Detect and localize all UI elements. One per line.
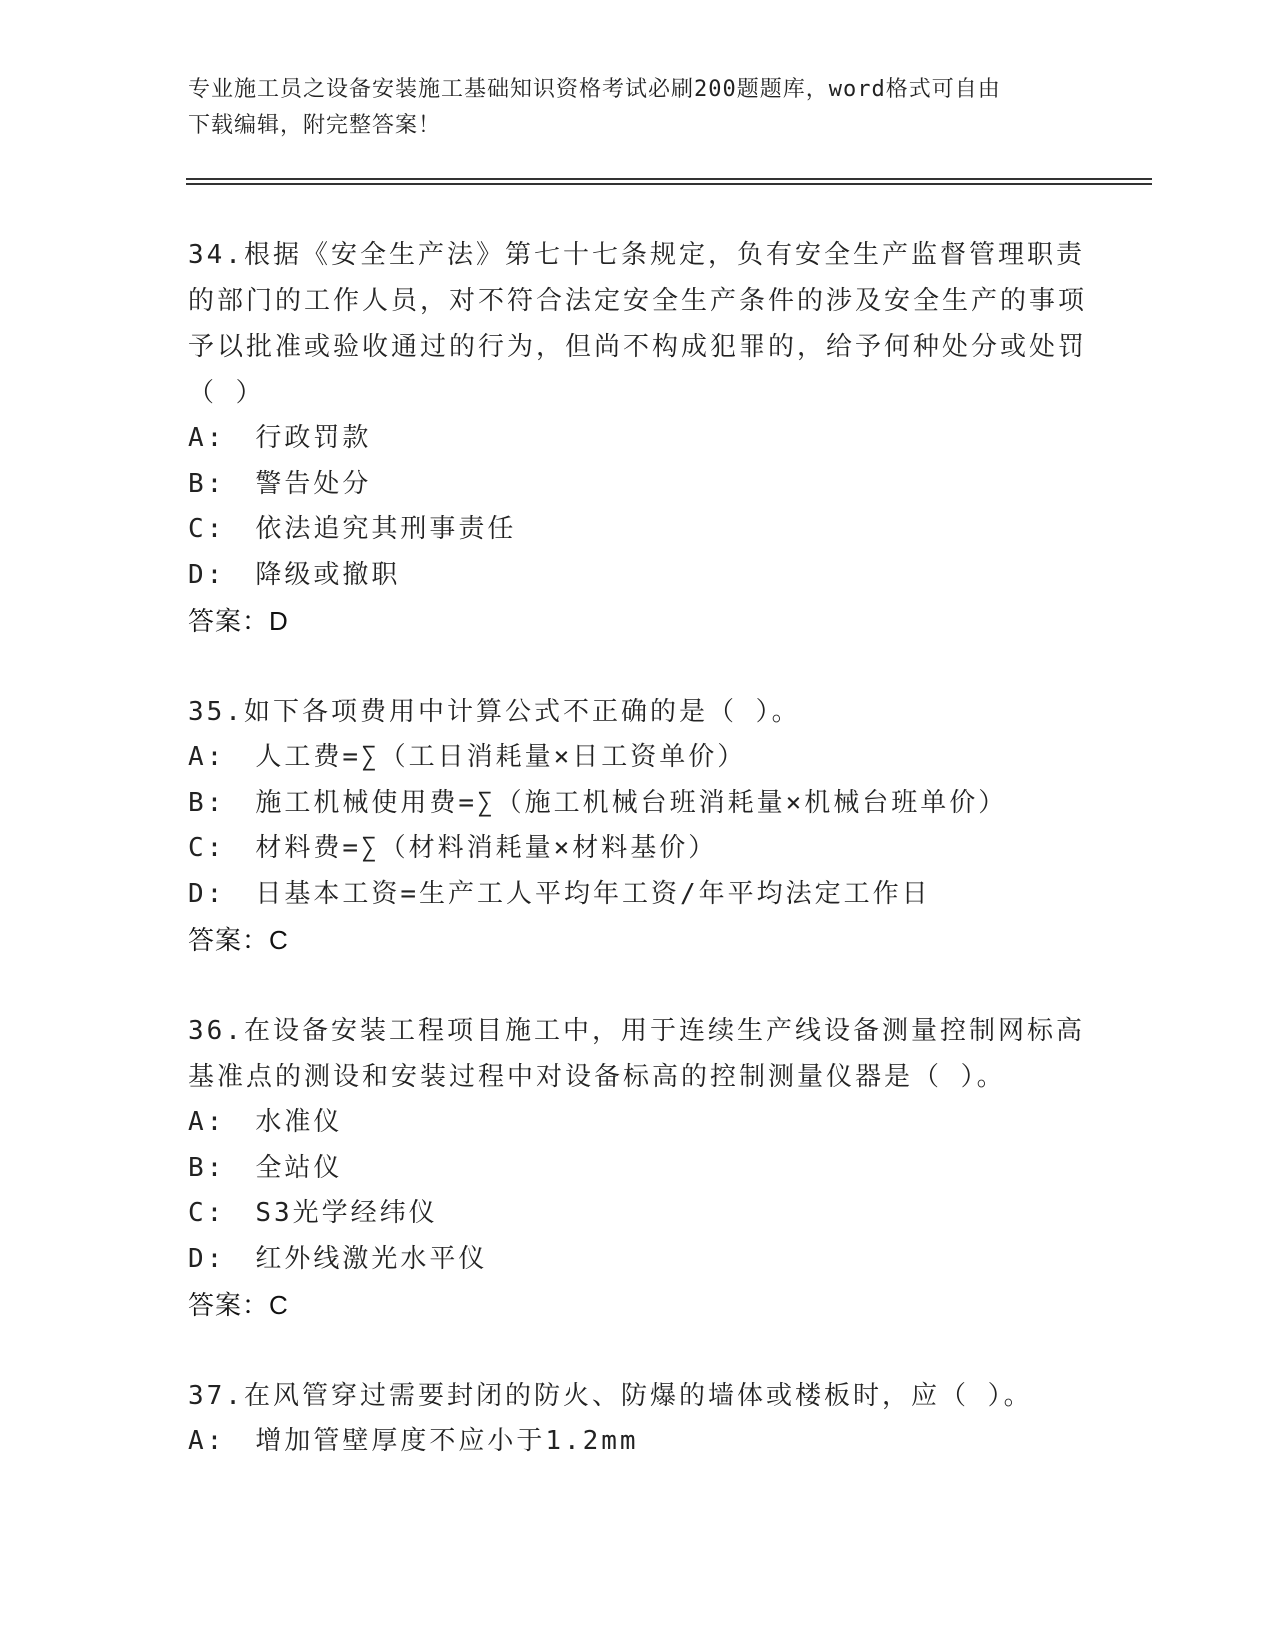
- option-text: 施工机械使用费=∑（施工机械台班消耗量×机械台班单价）: [255, 787, 1008, 818]
- header-line-1: 专业施工员之设备安装施工基础知识资格考试必刷200题题库，word格式可自由: [188, 77, 1001, 102]
- option-key: B:: [188, 468, 226, 499]
- option-key: C:: [188, 833, 226, 863]
- option-a: [188, 1419, 1088, 1465]
- option-text: 人工费=∑（工日消耗量×日工资单价）: [255, 742, 747, 772]
- option-c: [188, 507, 1088, 553]
- question-text: 36.在设备安装工程项目施工中，用于连续生产线设备测量控制网标高基准点的测设和安装过程中对设备标高的控制测量仪器是（ ）。: [188, 1016, 1085, 1092]
- document-header: [188, 72, 1088, 144]
- question-text: 37.在风管穿过需要封闭的防火、防爆的墙体或楼板时，应（ ）。: [188, 1381, 1033, 1411]
- option-a: [188, 735, 1088, 781]
- option-key: C:: [188, 1198, 226, 1228]
- option-b: [188, 1146, 1088, 1192]
- option-text: 材料费=∑（材料消耗量×材料基价）: [255, 833, 718, 863]
- option-text: 行政罚款: [255, 423, 372, 453]
- header-divider-top: [186, 178, 1152, 180]
- option-key: B:: [188, 1152, 226, 1183]
- option-d: [188, 872, 1088, 918]
- option-c: [188, 826, 1088, 872]
- question-37: [188, 1373, 1088, 1465]
- option-key: A:: [188, 423, 226, 453]
- answer: 答案：C: [188, 925, 289, 955]
- option-d: [188, 1237, 1088, 1283]
- option-d: [188, 553, 1088, 599]
- option-key: A:: [188, 1107, 226, 1137]
- question-text: 35.如下各项费用中计算公式不正确的是（ ）。: [188, 697, 801, 727]
- question-35: [188, 689, 1088, 963]
- answer: 答案：C: [188, 1290, 289, 1320]
- option-text: 依法追究其刑事责任: [255, 514, 517, 544]
- option-b: [188, 462, 1088, 508]
- option-text: 降级或撤职: [255, 559, 401, 590]
- option-key: B:: [188, 787, 226, 818]
- option-b: [188, 781, 1088, 827]
- option-c: [188, 1191, 1088, 1237]
- option-key: D:: [188, 1243, 226, 1274]
- option-text: 增加管壁厚度不应小于1.2mm: [255, 1426, 639, 1456]
- option-key: D:: [188, 878, 226, 909]
- option-text: 日基本工资=生产工人平均年工资/年平均法定工作日: [255, 878, 931, 909]
- option-text: S3光学经纬仪: [255, 1198, 438, 1228]
- question-list: [188, 232, 1088, 1510]
- option-text: 红外线激光水平仪: [255, 1243, 488, 1274]
- header-divider-bottom: [186, 183, 1152, 185]
- option-text: 警告处分: [255, 468, 372, 499]
- option-text: 全站仪: [255, 1152, 343, 1183]
- option-key: C:: [188, 514, 226, 544]
- question-34: [188, 232, 1088, 644]
- answer: 答案：D: [188, 606, 289, 636]
- option-key: A:: [188, 742, 226, 772]
- option-a: [188, 1100, 1088, 1146]
- option-key: D:: [188, 559, 226, 590]
- option-key: A:: [188, 1426, 226, 1456]
- question-36: [188, 1008, 1088, 1328]
- question-text: 34.根据《安全生产法》第七十七条规定，负有安全生产监督管理职责的部门的工作人员，对不符合法定安全生产条件的涉及安全生产的事项予以批准或验收通过的行为，但尚不构成犯罪的，给予何种处分或处罚（ ）: [188, 240, 1088, 408]
- option-text: 水准仪: [255, 1107, 343, 1137]
- option-a: [188, 416, 1088, 462]
- header-line-2: 下载编辑，附完整答案！: [188, 113, 442, 138]
